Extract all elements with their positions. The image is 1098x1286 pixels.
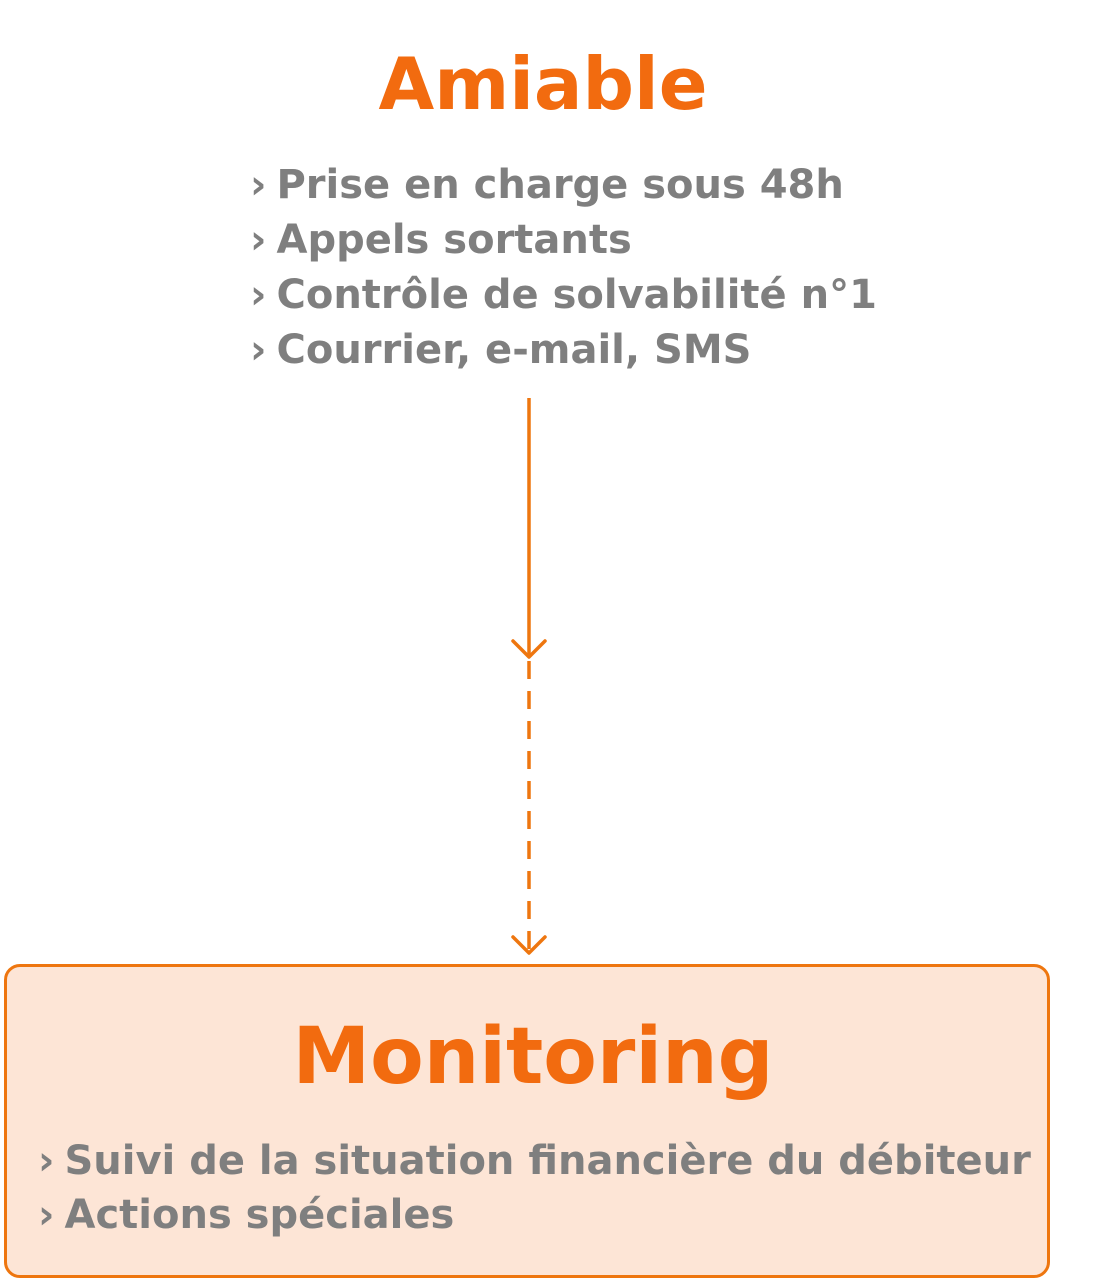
list-item <box>38 1188 1031 1242</box>
list-item-label: Suivi de la situation financière du débiteur <box>64 1138 1031 1184</box>
bullet-chevron-icon: › <box>250 217 267 263</box>
list-item-label: Courrier, e-mail, SMS <box>276 327 752 373</box>
amiable-title: Amiable <box>378 42 708 126</box>
list-item-label: Actions spéciales <box>64 1192 455 1238</box>
monitoring-list <box>38 1134 1031 1242</box>
list-item-label: Prise en charge sous 48h <box>276 162 844 208</box>
list-item-label: Appels sortants <box>276 217 632 263</box>
bullet-chevron-icon: › <box>250 162 267 208</box>
bullet-chevron-icon: › <box>250 272 267 318</box>
list-item-label: Contrôle de solvabilité n°1 <box>276 272 877 318</box>
monitoring-title: Monitoring <box>292 1012 774 1102</box>
bullet-chevron-icon: › <box>38 1192 55 1238</box>
bullet-chevron-icon: › <box>38 1138 55 1184</box>
list-item <box>38 1134 1031 1188</box>
bullet-chevron-icon: › <box>250 327 267 373</box>
